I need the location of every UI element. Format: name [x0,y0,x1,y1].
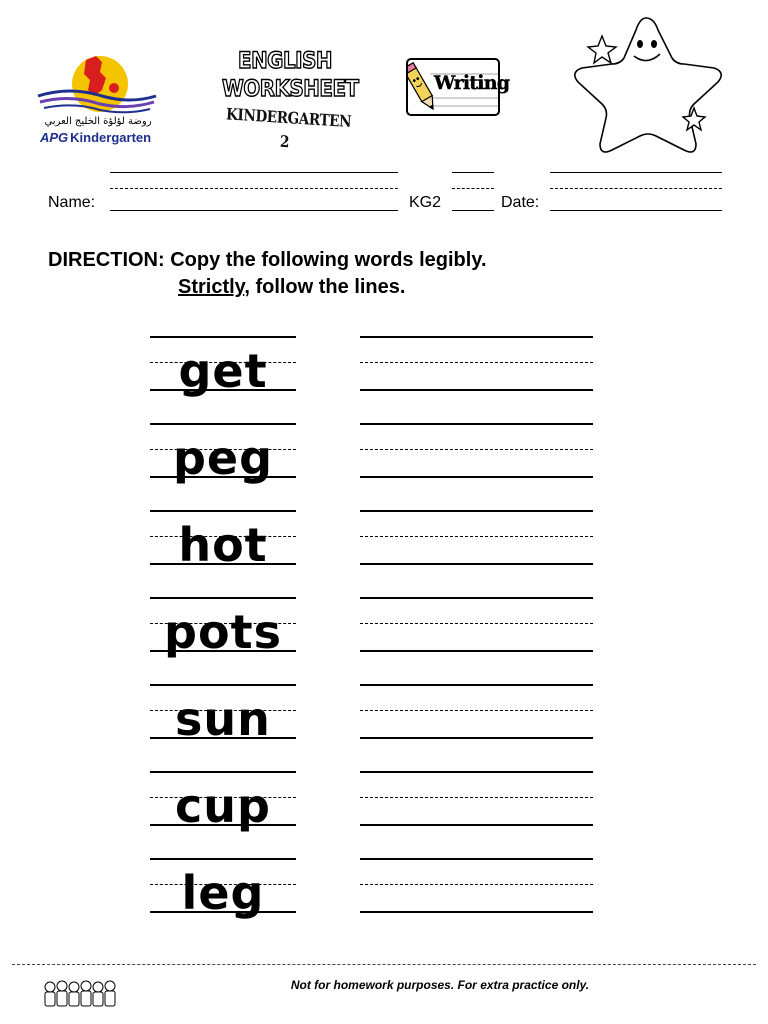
model-topline [150,336,296,338]
writing-badge [406,58,510,116]
school-emblem-icon [30,52,162,122]
model-topline [150,684,296,686]
date-writing-midline [550,188,722,189]
copy-midline[interactable] [360,623,593,624]
copy-baseline[interactable] [360,911,593,913]
model-word: hot [178,518,268,572]
logo-brand [40,130,151,145]
date-label: Date: [501,194,540,211]
model-word: get [178,344,268,398]
copy-baseline[interactable] [360,563,593,565]
title-worksheet: WORKSHEET [222,77,359,102]
copy-midline[interactable] [360,449,593,450]
model-topline [150,423,296,425]
footer-divider [12,964,756,965]
copy-topline[interactable] [360,597,593,599]
copy-baseline[interactable] [360,650,593,652]
date-writing-topline [550,172,722,173]
class-field[interactable] [452,210,494,211]
model-word: pots [164,605,282,659]
copy-baseline[interactable] [360,824,593,826]
copy-baseline[interactable] [360,476,593,478]
copy-midline[interactable] [360,362,593,363]
star-mascot [568,14,728,164]
model-word: leg [181,866,265,920]
copy-topline[interactable] [360,684,593,686]
name-writing-topline [110,172,398,173]
logo-apg: APG [40,130,69,145]
name-writing-midline [110,188,398,189]
logo-arabic-text: روضة لؤلؤة الخليج العربي [44,116,152,127]
direction-rest: , follow the lines. [244,276,406,298]
copy-midline[interactable] [360,710,593,711]
model-word: cup [175,779,271,833]
model-word: sun [175,692,271,746]
title-english: ENGLISH [237,49,333,74]
children-group-icon [42,978,118,1010]
class-writing-midline [452,188,494,189]
copy-baseline[interactable] [360,737,593,739]
smiling-star-icon [568,14,728,159]
model-word: peg [172,431,274,485]
model-topline [150,510,296,512]
copy-midline[interactable] [360,797,593,798]
title-kindergarten: KINDERGARTEN 2 [225,104,352,152]
direction-text: DIRECTION: Copy the following words legibly. [48,249,487,271]
class-writing-topline [452,172,494,173]
copy-baseline[interactable] [360,389,593,391]
name-label: Name: [48,194,96,211]
name-field[interactable] [110,210,398,211]
copy-midline[interactable] [360,536,593,537]
logo-kindergarten: Kindergarten [70,130,152,145]
footer-note: Not for homework purposes. For extra practice only. [290,978,590,992]
copy-topline[interactable] [360,336,593,338]
date-field[interactable] [550,210,722,211]
copy-midline[interactable] [360,884,593,885]
copy-topline[interactable] [360,510,593,512]
copy-topline[interactable] [360,858,593,860]
model-topline [150,858,296,860]
direction-strictly: Strictly [178,276,245,298]
writing-badge-label: Writing [434,72,510,94]
copy-topline[interactable] [360,423,593,425]
children-clipart [42,978,118,1015]
worksheet-title [215,48,359,154]
copy-topline[interactable] [360,771,593,773]
direction-text-2 [178,276,405,299]
school-logo [30,52,162,148]
model-topline [150,771,296,773]
class-label: KG2 [409,194,442,211]
model-topline [150,597,296,599]
